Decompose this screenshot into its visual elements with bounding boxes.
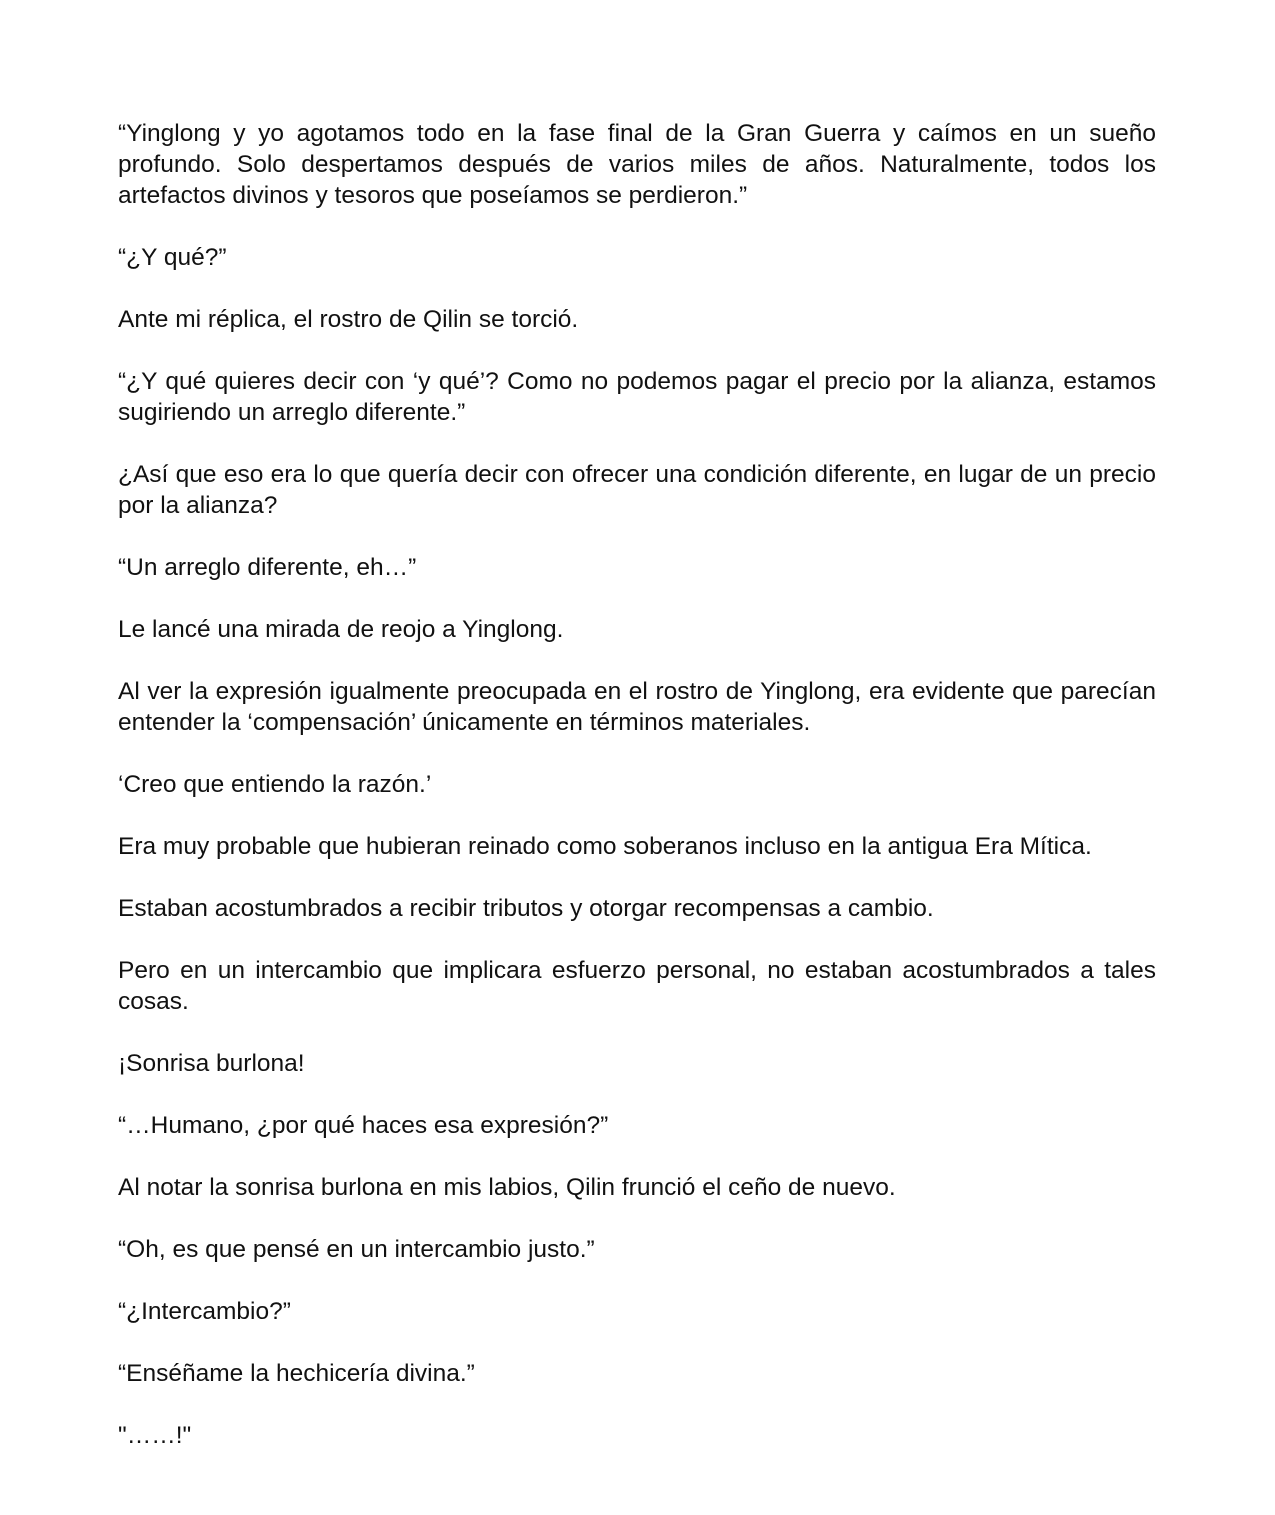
paragraph-9: ‘Creo que entiendo la razón.’: [118, 771, 432, 798]
paragraph-19: "……!": [118, 1422, 192, 1449]
paragraph-14: “…Humano, ¿por qué haces esa expresión?”: [118, 1112, 609, 1139]
paragraph-16: “Oh, es que pensé en un intercambio justo.”: [118, 1236, 595, 1263]
paragraph-15: Al notar la sonrisa burlona en mis labios, Qilin frunció el ceño de nuevo.: [118, 1174, 896, 1201]
document-page: [118, 118, 1156, 1451]
paragraph-17: “¿Intercambio?”: [118, 1298, 291, 1325]
paragraph-1: “Yinglong y yo agotamos todo en la fase final de la Gran Guerra y caímos en un sueño profundo. Solo despertamos después de varios miles de años. Naturalmente, todos los artefactos divinos y tesoros que poseíamos se perdieron.”: [118, 120, 1156, 209]
paragraph-18: “Enséñame la hechicería divina.”: [118, 1360, 475, 1387]
paragraph-8: Al ver la expresión igualmente preocupada en el rostro de Yinglong, era evidente que parecían entender la ‘compensación’ únicamente en términos materiales.: [118, 678, 1156, 736]
paragraph-10: Era muy probable que hubieran reinado como soberanos incluso en la antigua Era Mítica.: [118, 833, 1092, 860]
paragraph-13: ¡Sonrisa burlona!: [118, 1050, 305, 1077]
paragraph-2: “¿Y qué?”: [118, 244, 227, 271]
paragraph-12: Pero en un intercambio que implicara esfuerzo personal, no estaban acostumbrados a tales cosas.: [118, 957, 1156, 1015]
paragraph-11: Estaban acostumbrados a recibir tributos y otorgar recompensas a cambio.: [118, 895, 934, 922]
paragraph-5: ¿Así que eso era lo que quería decir con ofrecer una condición diferente, en lugar de un precio por la alianza?: [118, 461, 1156, 519]
paragraph-6: “Un arreglo diferente, eh…”: [118, 554, 417, 581]
paragraph-7: Le lancé una mirada de reojo a Yinglong.: [118, 616, 564, 643]
paragraph-4: “¿Y qué quieres decir con ‘y qué’? Como no podemos pagar el precio por la alianza, estamos sugiriendo un arreglo diferente.”: [118, 368, 1156, 426]
paragraph-3: Ante mi réplica, el rostro de Qilin se torció.: [118, 306, 579, 333]
